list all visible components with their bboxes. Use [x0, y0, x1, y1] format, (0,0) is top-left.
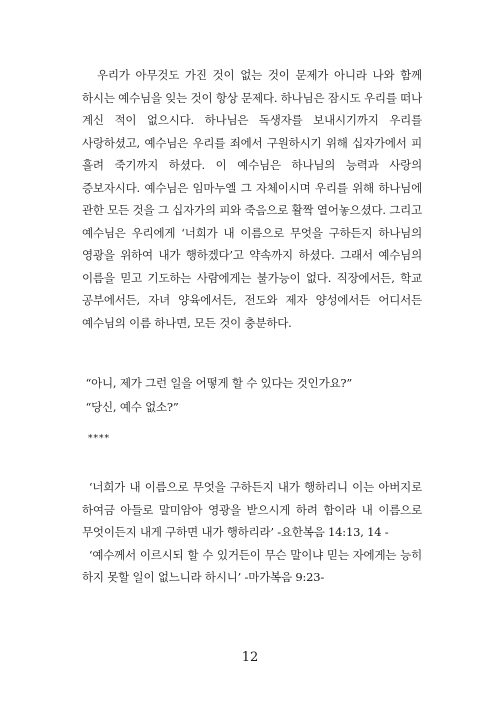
body-paragraph: 우리가 아무것도 가진 것이 없는 것이 문제가 아니라 나와 함께 하시는 예수님을 잊는 것이 항상 문제다. 하나님은 잠시도 우리를 떠나 계신 적이 없으시다. 하나님은 독생자를 보내시기까지 우리를 사랑하셨고, 예수님은 우리를 죄에서 구원하시기 위해 십자가에서 피 흘려 죽기까지 하셨다. 이 예수님은 하나님의 능력과 사랑의 증보자시다. 예수님은 임마누엘 그 자체이시며 우리를 위해 하나님에 관한 모든 것을 그 십자가의 피와 죽음으로 활짝 열어놓으셨다. 그리고 예수님은 우리에게 ‘너희가 내 이름으로 무엇을 구하든지 하나님의 영광을 위하여 내가 행하겠다’고 약속까지 하셨다. 그래서 예수님의 이름을 믿고 기도하는 사람에게는 불가능이 없다. 직장에서든, 학교 공부에서든, 자녀 양육에서든, 전도와 제자 양성에서든 어디서든 예수님의 이름 하나면, 모든 것이 충분하다. [82, 68, 423, 330]
dialog-block [82, 371, 422, 419]
scripture-quote-mark: ‘예수께서 이르시되 할 수 있거든이 무슨 말이냐 믿는 자에게는 능히 하지 못할 일이 없느니라 하시니’ -마가복음 9:23- [82, 547, 422, 584]
scripture-quotes [82, 476, 422, 589]
dialog-line-question: “아니, 제가 그런 일을 어떻게 할 수 있다는 것인가요?” [85, 376, 353, 390]
dialog-line-answer: “당신, 예수 없소?” [85, 400, 179, 414]
scripture-quote-john: ‘너희가 내 이름으로 무엇을 구하든지 내가 행하리니 이는 아버지로 하여금 아들로 말미암아 영광을 받으시게 하려 함이라 내 이름으로 무엇이든지 내게 구하면 내가 행하리라’ -요한복음 14:13, 14 - [82, 480, 422, 539]
page-number: 12 [241, 650, 259, 665]
section-separator: **** [88, 434, 110, 444]
